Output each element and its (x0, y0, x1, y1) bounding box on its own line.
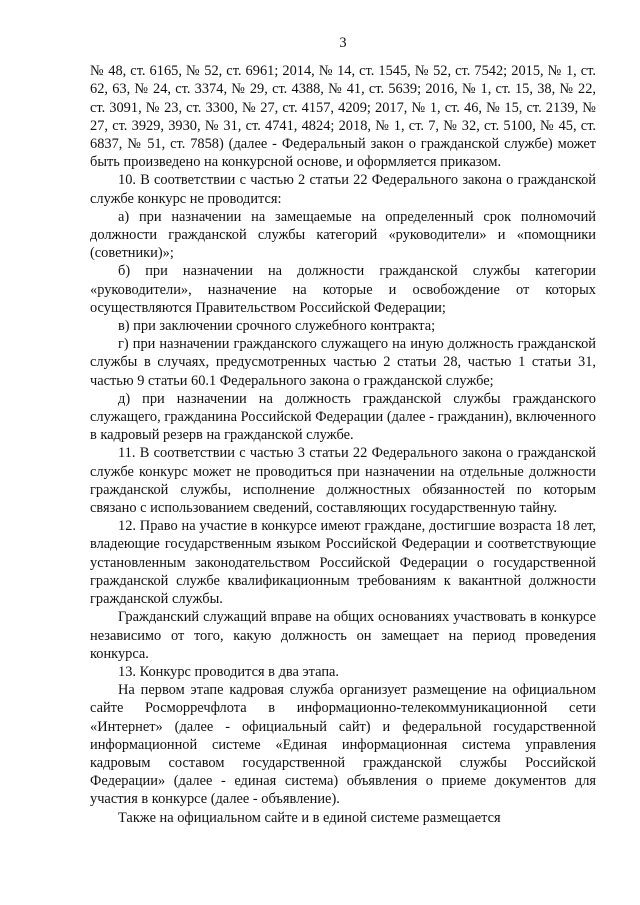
paragraph-citation-continuation: № 48, ст. 6165, № 52, ст. 6961; 2014, № 14, ст. 1545, № 52, ст. 7542; 2015, № 1, ст. 62, 63, № 24, ст. 3374, № 29, ст. 4388, № 41, ст. 5639; 2016, № 1, ст. 15, 38, № 22, ст. 3091, № 23, ст. 3300, № 27, ст. 4157, 4209; 2017, № 1, ст. 46, № 15, ст. 2139, № 27, ст. 3929, 3930, № 31, ст. 4741, 4824; 2018, № 1, ст. 7, № 32, ст. 5100, № 45, ст. 6837, № 51, ст. 7858) (далее - Федеральный закон о гражданской службе) может быть произведено на конкурсной основе, и оформляется приказом. (90, 63, 596, 171)
paragraph-item-10a: а) при назначении на замещаемые на определенный срок полномочий должности гражданской службы категорий «руководители» и «помощники (советники)»; (90, 208, 596, 262)
paragraph-item-10d: д) при назначении на должность гражданской службы гражданского служащего, гражданина Российской Федерации (далее - гражданин), включенного в кадровый резерв на гражданской службе. (90, 390, 596, 444)
paragraph-also-posted: Также на официальном сайте и в единой системе размещается (118, 809, 501, 826)
paragraph-first-stage: На первом этапе кадровая служба организует размещение на официальном сайте Росморречфлота в информационно-телекоммуникационной сети «Интернет» (далее - официальный сайт) и федеральной государственной информационной системе «Единая информационная система управления кадровым составом государственной гражданской службы Российской Федерации» (далее - единая система) объявления о приеме документов для участия в конкурсе (далее - объявление). (90, 682, 596, 808)
paragraph-item-10v: в) при заключении срочного служебного контракта; (118, 318, 436, 335)
paragraph-item-10: 10. В соответствии с частью 2 статьи 22 Федерального закона о гражданской службе конкурс не проводится: (90, 172, 596, 207)
paragraph-item-10g: г) при назначении гражданского служащего на иную должность гражданской службы в случаях, предусмотренных частью 2 статьи 28, частью 1 статьи 31, частью 9 статьи 60.1 Федерального закона о гражданской службе; (90, 336, 596, 389)
paragraph-item-13: 13. Конкурс проводится в два этапа. (118, 663, 340, 680)
paragraph-item-11: 11. В соответствии с частью 3 статьи 22 Федерального закона о гражданской службе конкурс может не проводиться при назначении на отдельные должности гражданской службы, исполнение должностных обязанностей по которым связано с использованием сведений, составляющих государственную тайну. (90, 445, 596, 517)
page-number: 3 (339, 35, 347, 51)
paragraph-item-12: 12. Право на участие в конкурсе имеют граждане, достигшие возраста 18 лет, владеющие государственным языком Российской Федерации и соответствующие установленным законодательством Российской Федерации о государственной гражданской службе квалификационным требованиям к вакантной должности гражданской службы. (90, 518, 596, 608)
paragraph-civil-servant: Гражданский служащий вправе на общих основаниях участвовать в конкурсе независимо от того, какую должность он замещает на период проведения конкурса. (90, 609, 596, 662)
document-body (90, 62, 596, 827)
paragraph-item-10b: б) при назначении на должности гражданской службы категории «руководители», назначение на которые и освобождение от которых осуществляются Правительством Российской Федерации; (90, 263, 596, 316)
